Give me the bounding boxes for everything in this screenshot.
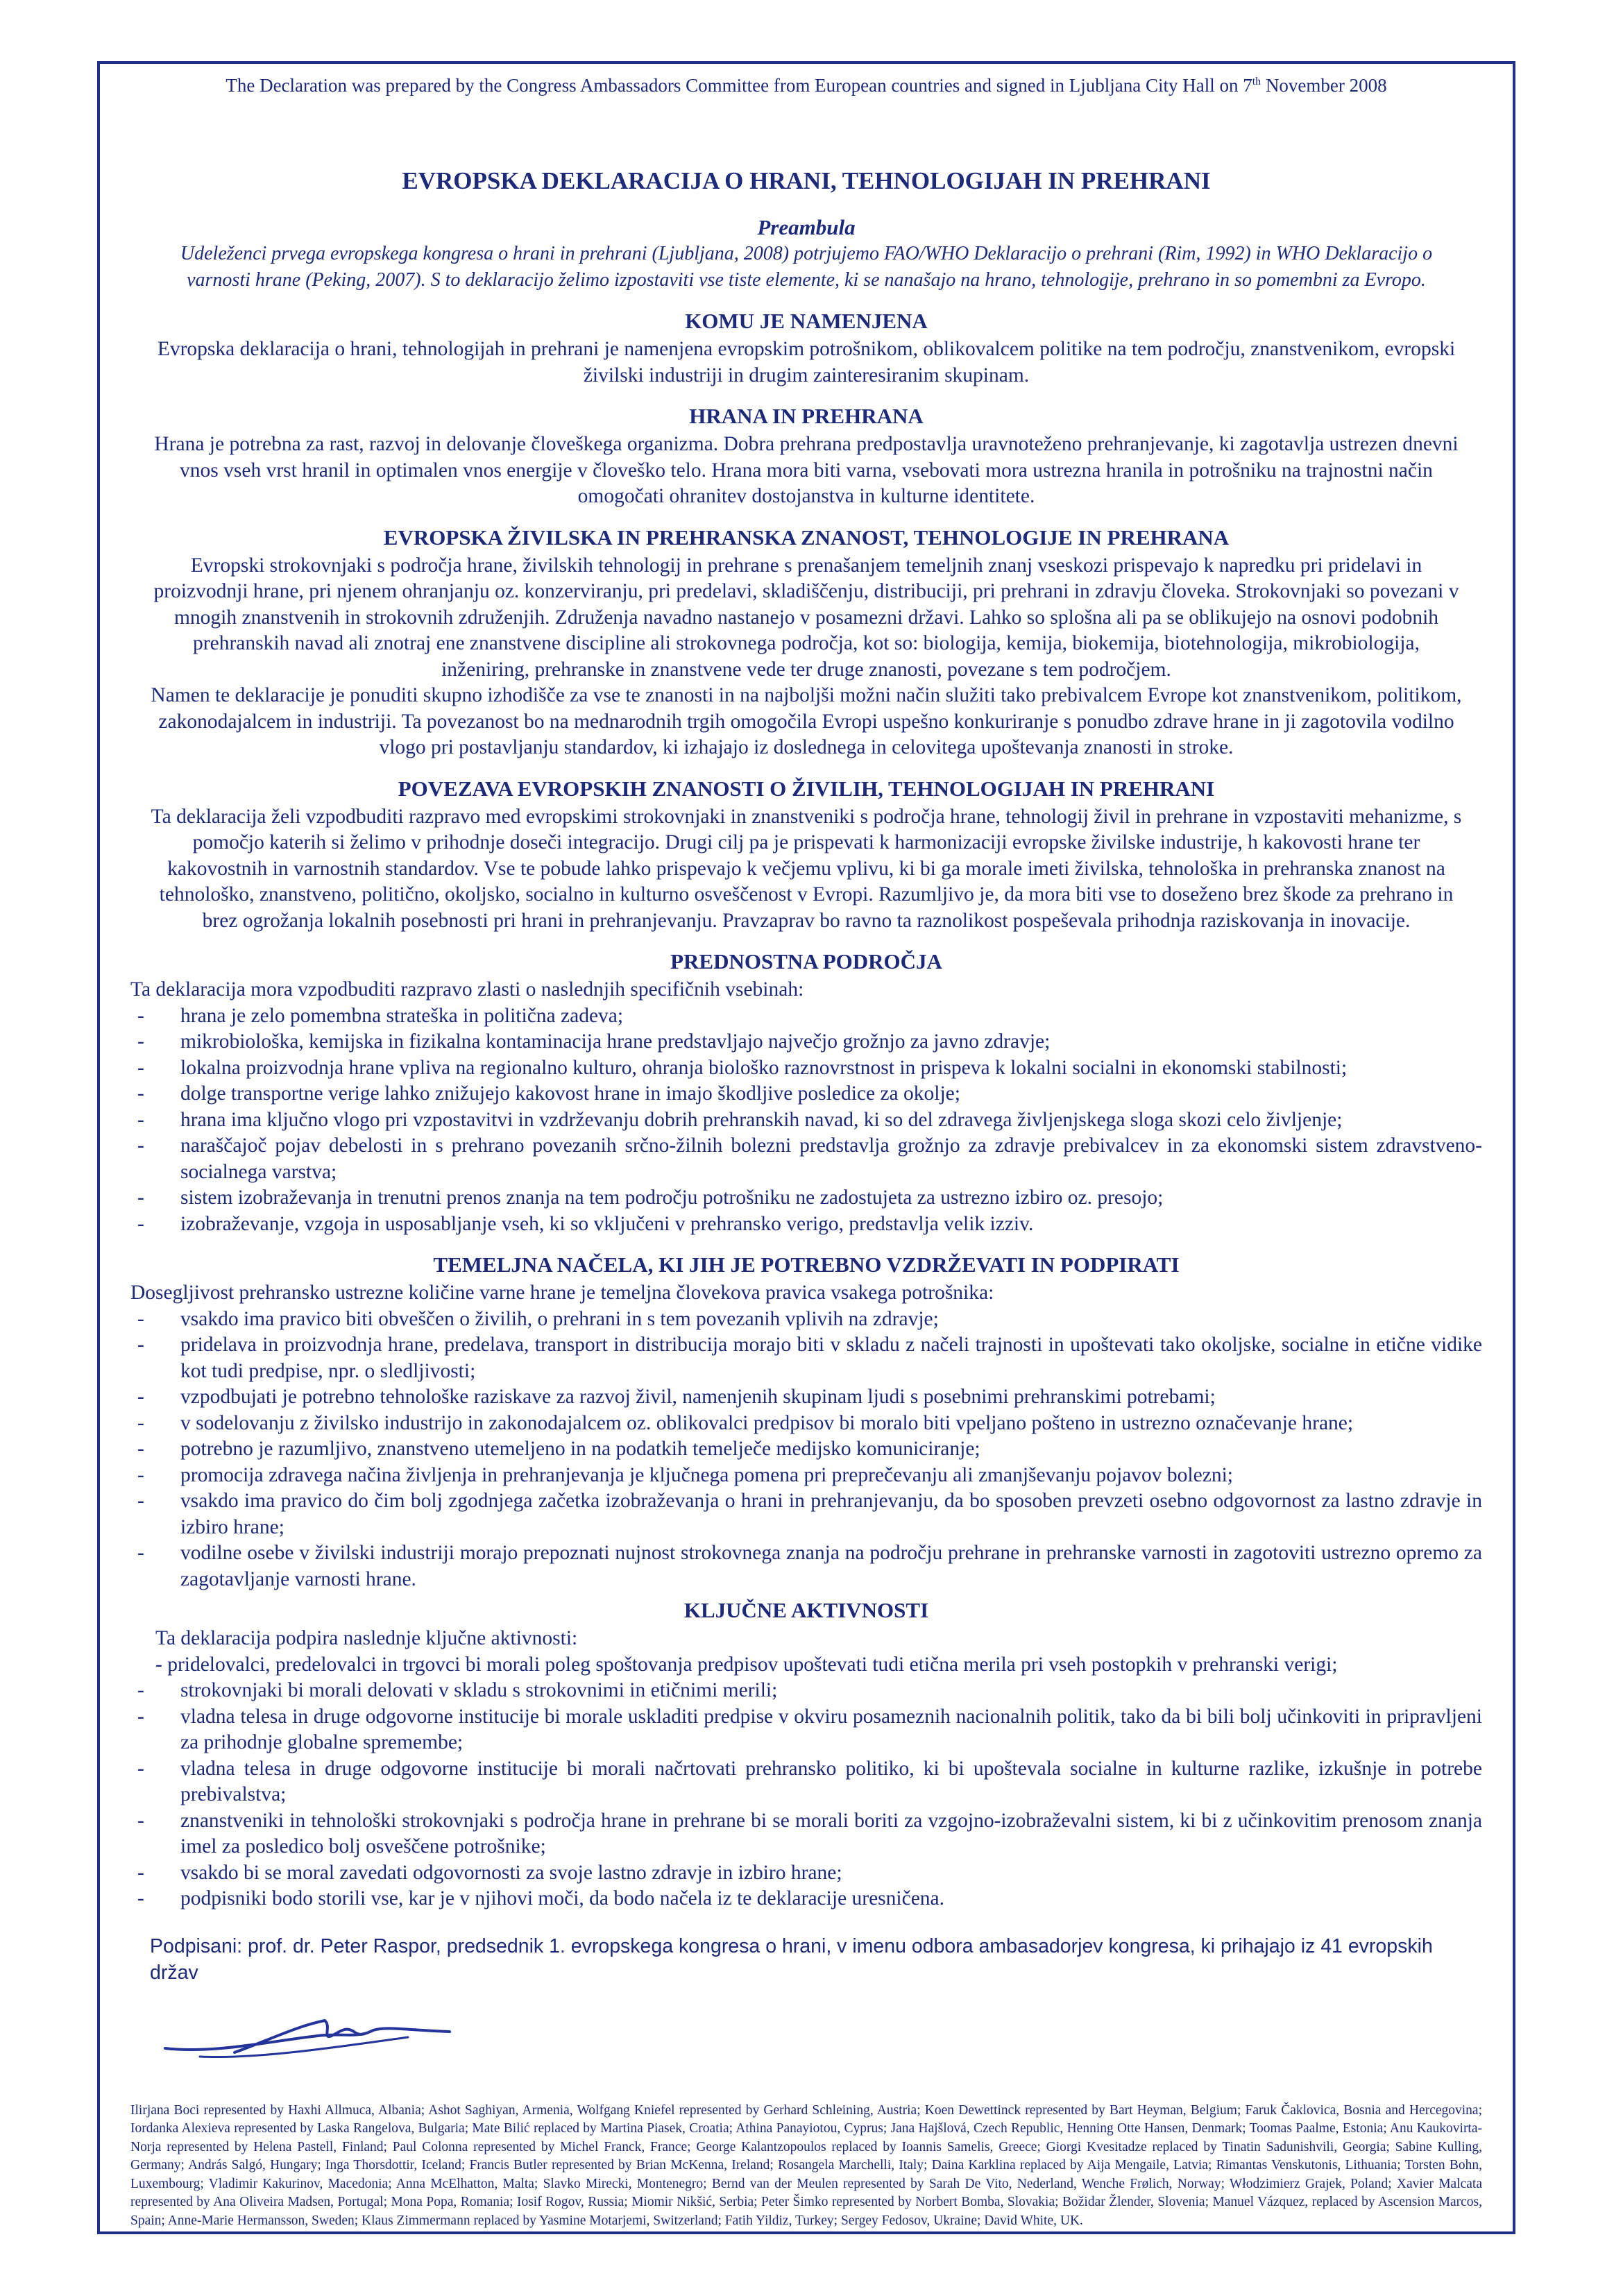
section-text-audience: Evropska deklaracija o hrani, tehnologijah in prehrani je namenjena evropskim potrošnikom, oblikovalcem politike na tem področju, znanstvenikom, evropski živilski industriji in drugim zainteresiranim skupinam.	[157, 338, 1456, 386]
section-heading-principles: TEMELJNA NAČELA, KI JIH JE POTREBNO VZDRŽEVATI IN PODPIRATI	[433, 1252, 1180, 1277]
signed-statement: Podpisani: prof. dr. Peter Raspor, predsednik 1. evropskega kongresa o hrani, v imenu odbora ambasadorjev kongresa, ki prihajajo iz 41 evropskih držav	[150, 1934, 1433, 1984]
list-item: - vodilne osebe v živilski industriji morajo prepoznati nujnost strokovnega znanja na področju prehrane in prehranske varnosti in zagotoviti ustrezno opremo za zagotavljanje varnosti hrane.	[137, 1542, 1482, 1590]
section-heading-connection: POVEZAVA EVROPSKIH ZNANOSTI O ŽIVILIH, TEHNOLOGIJAH IN PREHRANI	[398, 776, 1215, 801]
section-heading-audience: KOMU JE NAMENJENA	[685, 309, 928, 333]
list-item: - znanstveniki in tehnološki strokovnjaki s področja hrane in prehrane bi se morali boriti za vzgojno-izobraževalni sistem, ki bi z učinkovitim prenosom znanja imel za posledico bolj osveščene potrošnike;	[137, 1809, 1482, 1857]
section-text-european-science-2: Namen te deklaracije je ponuditi skupno izhodišče za vse te znanosti in na najboljši možni način služiti tako prebivalcem Evrope kot znanstvenikom, politikom, zakonodajalcem in industriji. Ta povezanost bo na mednarodnih trgih omogočila Evropi uspešno konkuriranje s ponudbo zdrave hrane in ji zagotovila vodilno vlogo pri postavljanju standardov, ki izhajajo iz doslednega in celovitega upoštevanja znanosti in stroke.	[151, 684, 1462, 758]
list-item: - vsakdo bi se moral zavedati odgovornosti za svoje lastno zdravje in izbiro hrane;	[137, 1861, 842, 1884]
section-text-food-nutrition: Hrana je potrebna za rast, razvoj in delovanje človeškega organizma. Dobra prehrana predpostavlja uravnoteženo prehranjevanje, ki zagotavlja ustrezen dnevni vnos vseh vrst hranil in optimalen vnos energije v človeško telo. Hrana mora biti varna, vsebovati mora ustrezna hranila in potrošniku na trajnostni način omogočati ohranitev dostojanstva in kulturne identitete.	[154, 433, 1459, 507]
list-item: - promocija zdravega načina življenja in prehranjevanja je ključnega pomena pri preprečevanju ali zmanjševanju pojavov bolezni;	[137, 1463, 1233, 1486]
list-item: - lokalna proizvodnja hrane vpliva na regionalno kulturo, ohranja biološko raznovrstnost in prispeva k lokalni socialni in ekonomski stabilnosti;	[137, 1056, 1348, 1079]
list-item: - v sodelovanju z živilsko industrijo in zakonodajalcem oz. oblikovalci predpisov bi moralo biti vpeljano pošteno in ustrezno označevanje hrane;	[137, 1411, 1354, 1434]
document-frame	[97, 61, 1515, 2234]
activities-intro: Ta deklaracija podpira naslednje ključne aktivnosti:	[155, 1627, 578, 1649]
list-item: - pridelava in proizvodnja hrane, predelava, transport in distribucija morajo biti v skladu z načeli trajnosti in upoštevati tako okoljske, socialne in etične vidike kot tudi predpise, npr. o sledljivosti;	[137, 1334, 1482, 1382]
list-item: - vladna telesa in druge odgovorne institucije bi morale uskladiti predpise v okviru posameznih nacionalnih politik, tako da bi bili bolj učinkoviti in pripravljeni za prihodnje globalne spremembe;	[137, 1705, 1482, 1753]
top-note: The Declaration was prepared by the Congress Ambassadors Committee from European countries and signed in Ljubljana City Hall on 7th November 2008	[226, 75, 1387, 96]
activities-first-item: - pridelovalci, predelovalci in trgovci bi morali poleg spoštovanja predpisov upoštevati tudi etična merila pri vseh postopkih v prehranski verigi;	[155, 1653, 1338, 1676]
list-item: - sistem izobraževanja in trenutni prenos znanja na tem področju potrošniku ne zadostujeta za ustrezno izbiro oz. presojo;	[137, 1187, 1164, 1209]
preamble-text: Udeleženci prvega evropskega kongresa o hrani in prehrani (Ljubljana, 2008) potrjujemo FAO/WHO Deklaracijo o prehrani (Rim, 1992) in WHO Deklaracijo o varnosti hrane (Peking, 2007). S to deklaracijo želimo izpostaviti vse tiste elemente, ki se nanašajo na hrano, tehnologije, prehrano in so pomembni za Evropo.	[180, 243, 1433, 291]
list-item: - podpisniki bodo storili vse, kar je v njihovi moči, da bodo načela iz te deklaracije uresničena.	[137, 1887, 945, 1910]
section-heading-key-activities: KLJUČNE AKTIVNOSTI	[683, 1598, 929, 1622]
activities-list	[130, 1678, 1482, 1912]
signature-icon	[158, 2005, 505, 2068]
priority-intro: Ta deklaracija mora vzpodbuditi razpravo zlasti o naslednjih specifičnih vsebinah:	[130, 978, 804, 1001]
priority-list	[130, 1003, 1482, 1238]
section-heading-european-science: EVROPSKA ŽIVILSKA IN PREHRANSKA ZNANOST, TEHNOLOGIJE IN PREHRANA	[383, 525, 1230, 550]
list-item: - strokovnjaki bi morali delovati v skladu s strokovnimi in etičnimi merili;	[137, 1679, 778, 1701]
section-text-european-science-1: Evropski strokovnjaki s področja hrane, živilskih tehnologij in prehrane s prenašanjem temeljnih znanj vseskozi prispevajo k napredku pri pridelavi in proizvodnji hrane, pri njenem ohranjanju oz. konzerviranju, pri predelavi, skladiščenju, distribuciji, pri prehrani in zdravju človeka. Strokovnjaki so povezani v mnogih znanstvenih in strokovnih združenjih. Združenja navadno nastanejo v posamezni državi. Lahko so splošna ali pa se oblikujejo na osnovi podobnih prehranskih navad ali znotraj ene znanstvene discipline ali strokovnega področja, kot so: biologija, kemija, biokemija, biotehnologija, mikrobiologija, inženiring, prehranske in znanstvene vede ter druge znanosti, povezane s tem področjem.	[153, 554, 1459, 681]
list-item: - mikrobiološka, kemijska in fizikalna kontaminacija hrane predstavljajo največjo grožnjo za javno zdravje;	[137, 1030, 1051, 1053]
list-item: - vsakdo ima pravico do čim bolj zgodnjega začetka izobraževanja o hrani in prehranjevanju, da bo sposoben prevzeti osebno odgovornost za lastno zdravje in izbiro hrane;	[137, 1490, 1482, 1538]
list-item: - potrebno je razumljivo, znanstveno utemeljeno in na podatkih temelječe medijsko komuniciranje;	[137, 1438, 980, 1460]
list-item: - naraščajoč pojav debelosti in s prehrano povezanih srčno-žilnih bolezni predstavlja grožnjo za zdravje prebivalcev in za ekonomski sistem zdravstveno-socialnega varstva;	[137, 1134, 1482, 1183]
preamble-heading: Preambula	[757, 215, 856, 239]
list-item: - dolge transportne verige lahko znižujejo kakovost hrane in imajo škodljive posledice za okolje;	[137, 1082, 960, 1105]
section-text-connection: Ta deklaracija želi vzpodbuditi razpravo med evropskimi strokovnjaki in znanstveniki s področja hrane, tehnologij živil in prehrane in vzpostaviti mehanizme, s pomočjo katerih si želimo v prihodnje doseči integracijo. Drugi cilj pa je prispevati k harmonizaciji evropske živilske industrije, h kakovosti hrane ter kakovostnih in varnostnih standardov. Vse te pobude lahko prispevajo k večjemu vplivu, ki bi ga morale imeti živilska, tehnološka in prehranska znanost na tehnološko, znanstveno, politično, okoljsko, socialno in kulturno osveščenost v Evropi. Razumljivo je, da mora biti vse to doseženo brez škode za prehrano in brez ogrožanja lokalnih posebnosti pri hrani in prehranjevanju. Pravzaprav bo ravno ta raznolikost pospeševala prihodnja raziskovanja in inovacije.	[151, 805, 1462, 932]
signatories-list: Ilirjana Boci represented by Haxhi Allmuca, Albania; Ashot Saghiyan, Armenia, Wolfgang Kniefel represented by Gerhard Schleining, Austria; Koen Dewettinck represented by Bart Heyman, Belgium; Faruk Čaklovica, Bosnia and Hercegovina; Iordanka Alexieva represented by Laska Rangelova, Bulgaria; Mate Bilić replaced by Martina Piasek, Croatia; Athina Panayiotou, Cyprus; Jana Hajšlová, Czech Republic, Henning Otte Hansen, Denmark; Toomas Paalme, Estonia; Anu Kaukovirta-Norja represented by Helena Pastell, Finland; Paul Colonna represented by Michel Franck, France; George Kalantzopoulos replaced by Ioannis Samelis, Greece; Giorgi Kvesitadze replaced by Tinatin Sadunishvili, Georgia; Sabine Kulling, Germany; András Salgó, Hungary; Inga Thorsdottir, Iceland; Francis Butler represented by Brian McKenna, Ireland; Rosangela Marchelli, Italy; Daina Karklina replaced by Aija Mengaile, Latvia; Rimantas Venskutonis, Lithuania; Torsten Bohn, Luxembourg; Vladimir Kakurinov, Macedonia; Anna McElhatton, Malta; Slavko Mirecki, Montenegro; Bernd van der Meulen represented by Sarah De Vito, Nederland, Wenche Frølich, Norway; Włodzimierz Grajek, Poland; Xavier Malcata represented by Ana Oliveira Madsen, Portugal; Mona Popa, Romania; Iosif Rogov, Russia; Miomir Nikšić, Serbia; Peter Šimko represented by Norbert Bomba, Slovakia; Božidar Žlender, Slovenia; Manuel Vázquez, replaced by Ascension Marcos, Spain; Anne-Marie Hermansson, Sweden; Klaus Zimmermann replaced by Yasmine Motarjemi, Switzerland; Fatih Yildiz, Turkey; Sergey Fedosov, Ukraine; David White, UK.	[130, 2102, 1482, 2228]
list-item: - vladna telesa in druge odgovorne institucije bi morali načrtovati prehransko politiko, ki bi upoštevala socialne in kulturne razlike, izkušnje in potrebe prebivalstva;	[137, 1757, 1482, 1805]
document-body	[130, 69, 1482, 2230]
list-item: - hrana ima ključno vlogo pri vzpostavitvi in vzdrževanju dobrih prehranskih navad, ki so del zdravega življenjskega sloga skozi celo življenje;	[137, 1108, 1343, 1131]
section-heading-food-nutrition: HRANA IN PREHRANA	[689, 404, 924, 428]
principles-list	[130, 1307, 1482, 1593]
list-item: - vzpodbujati je potrebno tehnološke raziskave za razvoj živil, namenjenih skupinam ljudi s posebnimi prehranskimi potrebami;	[137, 1386, 1216, 1408]
section-heading-priority-areas: PREDNOSTNA PODROČJA	[670, 949, 942, 973]
document-title: EVROPSKA DEKLARACIJA O HRANI, TEHNOLOGIJAH IN PREHRANI	[402, 167, 1211, 194]
principles-intro: Dosegljivost prehransko ustrezne količine varne hrane je temeljna človekova pravica vsakega potrošnika:	[130, 1282, 994, 1304]
list-item: - hrana je zelo pomembna strateška in politična zadeva;	[137, 1004, 624, 1027]
list-item: - izobraževanje, vzgoja in usposabljanje vseh, ki so vključeni v prehransko verigo, predstavlja velik izziv.	[137, 1212, 1034, 1235]
list-item: - vsakdo ima pravico biti obveščen o živilih, o prehrani in s tem povezanih vplivih na zdravje;	[137, 1307, 939, 1330]
